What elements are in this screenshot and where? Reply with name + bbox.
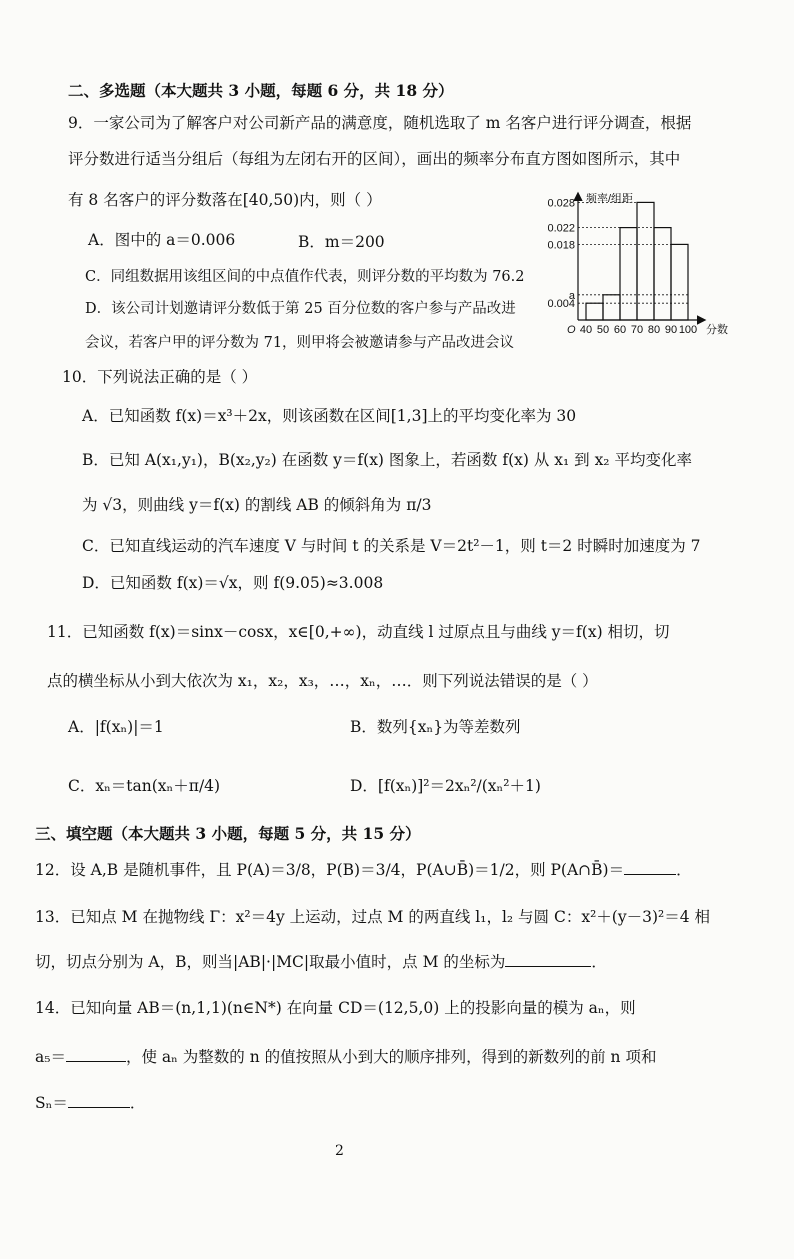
y-tick-label: 0.022: [547, 222, 575, 235]
q13-line1: 13．已知点 M 在抛物线 Γ：x²＝4y 上运动，过点 M 的两直线 l₁，l₂ 与圆 C：x²＋(y－3)²＝4 相: [35, 908, 711, 926]
x-tick-label: 100: [678, 324, 698, 336]
q9-option-d-line1: D．该公司计划邀请评分数低于第 25 百分位数的客户参与产品改进: [85, 301, 516, 317]
y-tick-label: a: [568, 289, 575, 302]
page-number: 2: [335, 1143, 344, 1159]
y-tick-label: 0.004: [547, 298, 575, 311]
y-axis-label: 频率/组距: [586, 193, 634, 205]
q11-option-b: B．数列{xₙ}为等差数列: [350, 718, 521, 736]
x-tick-label: 40: [579, 324, 593, 336]
histogram-bar: [586, 303, 603, 320]
q14-line2: a₅＝ ，使 aₙ 为整数的 n 的值按照从小到大的顺序排列，得到的新数列的前 n 项和: [35, 1045, 656, 1068]
q13-line2: 切，切点分别为 A，B，则当|AB|·|MC|取最小值时，点 M 的坐标为 ．: [35, 950, 607, 973]
x-tick-label: 60: [613, 324, 627, 336]
q11-option-a: A．|f(xₙ)|＝1: [68, 718, 164, 736]
x-tick-label: 70: [630, 324, 644, 336]
q10-option-b-line2: 为 √3，则曲线 y＝f(x) 的割线 AB 的倾斜角为 π/3: [82, 496, 432, 514]
q13-answer-blank[interactable]: [505, 950, 591, 967]
q9-option-c: C．同组数据用该组区间的中点值作代表，则评分数的平均数为 76.2: [85, 269, 525, 285]
q12-answer-blank[interactable]: [624, 858, 676, 875]
x-tick-label: 80: [647, 324, 661, 336]
q11-option-d: D．[f(xₙ)]²＝2xₙ²/(xₙ²＋1): [350, 777, 541, 795]
q9-line3: 有 8 名客户的评分数落在[40,50)内，则（ ）: [68, 191, 382, 209]
histogram-bar: [671, 244, 688, 320]
q10-option-b-line1: B．已知 A(x₁,y₁)，B(x₂,y₂) 在函数 y＝f(x) 图象上，若函数 f(x) 从 x₁ 到 x₂ 平均变化率: [82, 451, 692, 469]
q10-option-d: D．已知函数 f(x)＝√x，则 f(9.05)≈3.008: [82, 574, 384, 592]
q14-line3: Sₙ＝ ．: [35, 1091, 145, 1114]
q14-sn-answer-blank[interactable]: [68, 1091, 130, 1108]
histogram-bars: [586, 202, 688, 320]
y-tick-label: 0.018: [547, 239, 575, 252]
q10-option-a: A．已知函数 f(x)＝x³＋2x，则该函数在区间[1,3]上的平均变化率为 30: [82, 407, 577, 425]
q11-line2: 点的横坐标从小到大依次为 x₁，x₂，x₃，…，xₙ，…．则下列说法错误的是（ ）: [47, 672, 598, 690]
histogram-bar: [637, 202, 654, 320]
origin-label: O: [567, 324, 576, 336]
histogram-bar: [620, 228, 637, 320]
section2-header: 二、多选题（本大题共 3 小题，每题 6 分，共 18 分）: [68, 81, 454, 100]
histogram-bar: [603, 295, 620, 320]
histogram-axes: [578, 194, 704, 320]
section3-header: 三、填空题（本大题共 3 小题，每题 5 分，共 15 分）: [35, 824, 421, 843]
frequency-histogram: [540, 188, 780, 338]
q10-stem: 10．下列说法正确的是（ ）: [62, 368, 258, 386]
x-axis-label: 分数: [706, 324, 728, 336]
q9-line1: 9．一家公司为了解客户对公司新产品的满意度，随机选取了 m 名客户进行评分调查，根据: [68, 114, 692, 132]
histogram-bar: [654, 228, 671, 320]
q12-text: 12．设 A,B 是随机事件，且 P(A)＝3/8，P(B)＝3/4，P(A∪B̄)＝1/2，则 P(A∩B̄)＝ ．: [35, 858, 692, 881]
q14-a5-answer-blank[interactable]: [66, 1045, 126, 1062]
q9-option-a: A．图中的 a＝0.006: [88, 231, 236, 249]
q9-option-d-line2: 会议，若客户甲的评分数为 71，则甲将会被邀请参与产品改进会议: [85, 335, 515, 351]
q10-option-c: C．已知直线运动的汽车速度 V 与时间 t 的关系是 V＝2t²－1，则 t＝2 时瞬时加速度为 7: [82, 537, 701, 555]
q9-option-b: B．m＝200: [298, 233, 385, 251]
x-tick-label: 90: [664, 324, 678, 336]
q11-option-c: C．xₙ＝tan(xₙ＋π/4): [68, 777, 221, 795]
x-tick-label: 50: [596, 324, 610, 336]
q9-line2: 评分数进行适当分组后（每组为左闭右开的区间），画出的频率分布直方图如图所示，其中: [68, 150, 681, 168]
y-tick-label: 0.028: [547, 197, 575, 210]
q14-line1: 14．已知向量 AB＝(n,1,1)(n∈N*) 在向量 CD＝(12,5,0) 上的投影向量的模为 aₙ，则: [35, 999, 636, 1017]
q11-line1: 11．已知函数 f(x)＝sinx－cosx，x∈[0,+∞)，动直线 l 过原点且与曲线 y＝f(x) 相切，切: [47, 623, 670, 641]
